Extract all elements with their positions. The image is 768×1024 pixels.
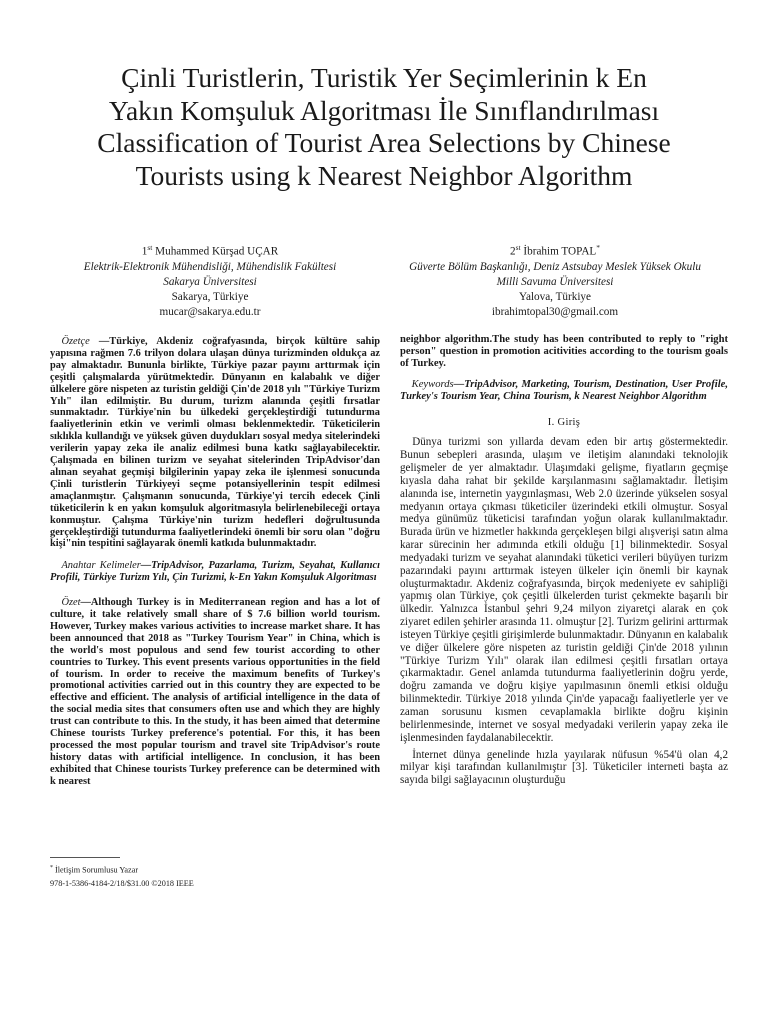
keywords-english xyxy=(400,379,728,403)
title-line: Yakın Komşuluk Algoritması İle Sınıflandırılması xyxy=(108,94,660,126)
right-column xyxy=(400,334,728,787)
author-name-line xyxy=(390,240,720,260)
author-block-1 xyxy=(45,240,375,320)
author-name-line xyxy=(45,240,375,260)
keywords-turkish xyxy=(50,560,380,584)
author-affiliation: Güverte Bölüm Başkanlığı, Deniz Astsubay Meslek Yüksek Okulu xyxy=(409,260,701,273)
author-affiliation: Elektrik-Elektronik Mühendisliği, Mühendislik Fakültesi xyxy=(83,260,337,273)
author-ordinal-suffix: st xyxy=(515,243,521,252)
author-ordinal: 2 xyxy=(510,245,516,258)
abstract-label: Özetçe xyxy=(61,336,90,347)
abstract-separator: — xyxy=(80,597,91,609)
abstract-english-continued: neighbor algorithm.The study has been contributed to reply to "right person" question in promotion acitivities according to the tourism goals of Turkey. xyxy=(400,334,728,370)
keywords-label: Anahtar Kelimeler xyxy=(61,560,141,572)
footnote-divider xyxy=(50,857,120,858)
keywords-label: Keywords xyxy=(411,379,454,391)
author-name: İbrahim TOPAL xyxy=(523,245,597,258)
abstract-text: Although Turkey is in Mediterranean region and has a lot of culture, it take relatively small share of $ 7.6 billion world tourism. However, Turkey makes various activities to increase market share. It has been announced that 2018 as "Turkey Tourism Year" in China, which is the world's most populous and send few tourist according to other countries to Turkey. This event presents various opportunities in the field of tourism. In order to receive the maximum benefits of Turkey's promotional activities carried out in this country they are expected to be effective and efficient. The analysis of artificial intelligence in the data of the social media sites that consumers often use and which they are highly trust can contribute to this. In the study, it has been aimed that determine Chinese tourists Turkey preference's potential. For this, it has been processed the most popular tourism and travel site TripAdvisor's route history datas with artificial intelligence. In conclusion, it has been exhibited that Chinese tourists Turkey preference can be determined with k nearest xyxy=(50,597,380,787)
paper-title xyxy=(40,62,728,192)
abstract-label: Özet xyxy=(61,597,81,609)
author-email[interactable]: ibrahimtopal30@gmail.com xyxy=(491,305,619,318)
body-paragraph: Dünya turizmi son yıllarda devam eden bir artış göstermektedir. Bunun sebepleri arasında, ulaşım ve iletişim alanındaki teknolojik gelişmeler de yer almaktadır. Ulaşımdaki gelişme, fiyatların geçmişe kıyasla daha rahat bir şekilde karşılanmasını sağlamaktadır. İletişim alanında ise, internetin yaygınlaşması, Web 2.0 üzerinde yükselen sosyal medyanın ortaya çıkması tüketiciler üzerindeki etkili olmuştur. Sosyal medya günümüz tüketicisi tarafından yoğun olarak kullanılmaktadır. Burada ürün ve hizmetler hakkında gerçekleşen bilgi alışverişi satın alma karar sürecinin her adımında etkili olduğu [1] bilinmektedir. Sosyal medyadaki turizm ve seyahat alanındaki tüketici verileri büyüyen turizm pazarındaki payını arttırmak isteyen ülkeler için önemli bir kaynak oluşturmaktadır. Akdeniz coğrafyasında, birçok medeniyete ev sahipliği yapmış olan Türkiye, çok çeşitli ülkelerden turist çekmekte başarılı bir ülkedir. Yalnızca İstanbul şehri 9,24 milyon ziyaretçi alarak en çok ziyaret edilen şehirler arasında 11. olmuştur [2]. Turizm gelirini arttırmak isteyen Türkiye çeşitli girişimlerde bulunmaktadır. Dünyanın en kalabalık ve diğer ülkelere göre nispeten az turistin geldiği Çin'de 2018 yılının "Türkiye Turizm Yılı" olarak ilan edilmesi çeşitli fırsatları ortaya çıkarmaktadır. Genel anlamda tutundurma faaliyetlerinin doğru yerde, doğru zamanda ve doğru kişiye yapılmasının önemli etkisi olduğu bilinmektedir. Türkiye 2018 yılında Çin'de yapacağı faaliyetlerle yer ve zaman sorusunu kısmen cevaplamakla birlikte doğru kişinin belirlenmesinde, internet ve sosyal medyadaki verilerin yapay zeka ile işlenmesinden faydalanabilecektir. xyxy=(400,436,728,744)
author-name: Muhammed Kürşad UÇAR xyxy=(155,245,279,258)
title-line: Tourists using k Nearest Neighbor Algorithm xyxy=(135,159,633,191)
author-email[interactable]: mucar@sakarya.edu.tr xyxy=(159,305,261,318)
abstract-separator: — xyxy=(89,336,110,347)
body-paragraph: İnternet dünya genelinde hızla yayılarak nüfusun %54'ü olan 4,2 milyar kişi tarafından kullanılmıştır [3]. Tüketiciler interneti başta az sayıda bilgi sağlayacının oluşturduğu xyxy=(400,748,728,787)
author-location: Sakarya, Türkiye xyxy=(171,290,249,303)
abstract-text: Türkiye, Akdeniz coğrafyasında, birçok kültüre sahip yapısına rağmen 7.6 trilyon dolara ulaşan dünya turizminden oldukça az pay almaktadır. Bununla birlikte, Türkiye pazar payını arttırmak için çeşitli çalışmalarda yürütmektedir. Dünyanın en kalabalık ve diğer ülkelere göre nispeten az turistin geldiği Çin'de 2018 yılı "Türkiye Turizm Yılı" ilan edilmiştir. Bu durum, turizm alanında çeşitli fırsatlar sunmaktadır. Türkiye'nin bu ülkedeki gerçekleştirdiği tutundurma faaliyetlerinin etkin ve verimli olması beklenmektedir. Tüketicilerin sıklıkla kullandığı ve yüksek güven duydukları sosyal medya sitelerindeki verilerin yapay zeka ile analiz edilmesi buna katkı sağlayabilecektir. Çalışmada en bilinen turizm ve seyahat sitelerinden TripAdvisor'dan alınan seyahat geçmişi bilgilerinin yapay zeka ile işlenmesi sonucunda Çinli turistlerin Türkiyeyi seçme potansiyellerinin tespit edilmesi amaçlanmıştır. Çalışmanın sonucunda, Türkiye'yi tercih edecek Çinli tüketicilerin k en yakın komşuluk algoritmasıyla belirlenebileceği ortaya konmuştur. Çalışma Türkiye'nin turizm hedefleri doğrultusunda gerçekleştirdiği tutundurma faaliyetlerindeki önemli bir soru olan "doğru kişi"nin tespitini sağlayarak önemli katkıda bulunmaktadır. xyxy=(50,336,380,550)
keywords-text: TripAdvisor, Marketing, Tourism, Destination, User Profile, Turkey's Tourism Year, China Tourism, k Nearest Neighbor Algorithm xyxy=(400,379,728,403)
footnote xyxy=(50,863,138,876)
author-ordinal-suffix: st xyxy=(147,243,153,252)
abstract-english xyxy=(50,597,380,788)
title-line: Çinli Turistlerin, Turistik Yer Seçimlerinin k En xyxy=(121,62,647,93)
keywords-separator: — xyxy=(140,560,152,572)
left-column xyxy=(50,336,380,788)
author-location: Yalova, Türkiye xyxy=(519,290,591,303)
title-line: Classification of Tourist Area Selections by Chinese xyxy=(97,127,671,158)
keywords-text: TripAdvisor, Pazarlama, Turizm, Seyahat, Kullanıcı Profili, Türkiye Turizm Yılı, Çin Turizmi, k-En Yakın Komşuluk Algoritması xyxy=(50,560,380,584)
author-block-2 xyxy=(390,240,720,320)
abstract-turkish xyxy=(50,336,380,550)
footnote-marker: * xyxy=(50,865,53,871)
author-ordinal: 1 xyxy=(141,245,148,258)
author-institution: Milli Savuma Üniversitesi xyxy=(496,275,614,288)
keywords-separator: — xyxy=(453,379,465,391)
corresponding-author-marker: * xyxy=(596,243,600,252)
section-heading: I. Giriş xyxy=(547,417,581,429)
copyright-notice: 978-1-5386-4184-2/18/$31.00 ©2018 IEEE xyxy=(50,879,194,888)
author-institution: Sakarya Üniversitesi xyxy=(163,275,257,288)
footnote-text: İletişim Sorumlusu Yazar xyxy=(55,865,139,875)
